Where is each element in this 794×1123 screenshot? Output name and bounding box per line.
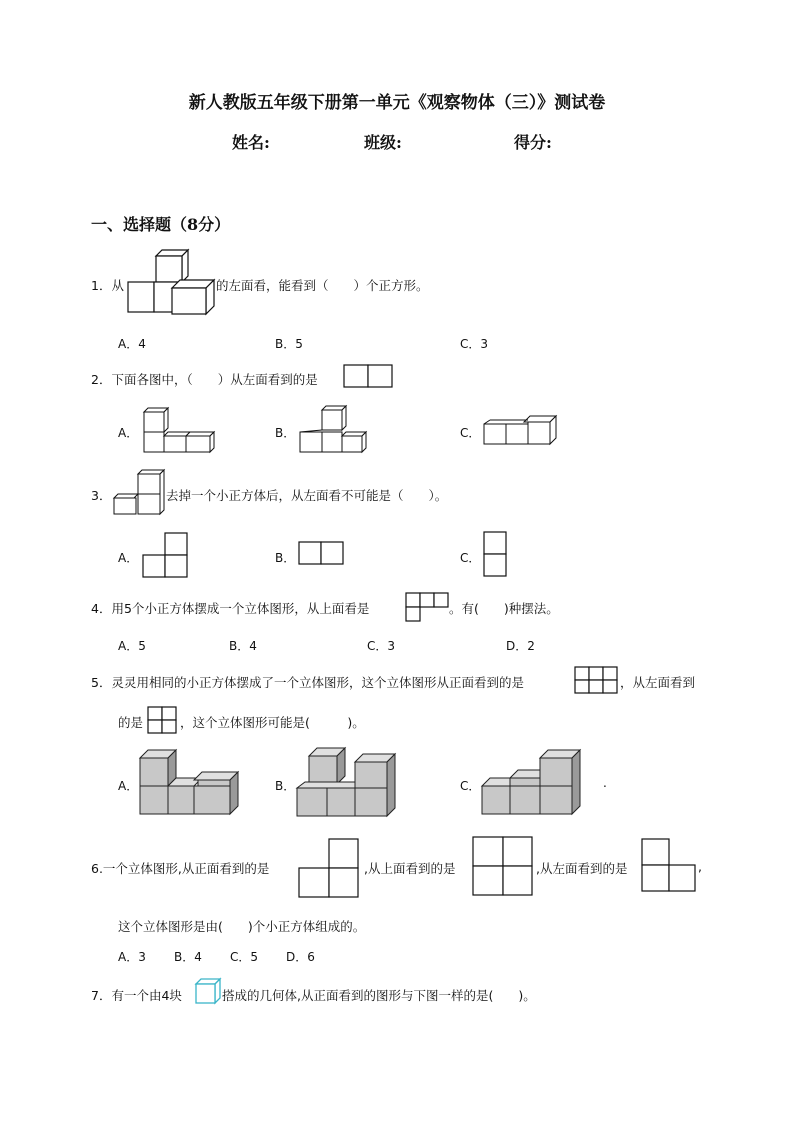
q4-prefix: 4．用5个小正方体摆成一个立体图形，从上面看是: [91, 601, 370, 616]
q6-option-a[interactable]: A．3: [118, 950, 146, 964]
q1-option-a[interactable]: A．4: [118, 337, 146, 351]
q2-target-view: [343, 364, 393, 388]
q3-option-a-figure: [142, 532, 188, 578]
class-label: 班级:: [364, 133, 402, 152]
q3-suffix: 去掉一个小正方体后，从左面看不可能是（ ）。: [166, 488, 448, 503]
q4-top-view: [405, 592, 449, 622]
q1-suffix: 的左面看，能看到（ ）个正方形。: [216, 278, 429, 293]
q6-line2: 这个立体图形是由( )个小正方体组成的。: [118, 919, 366, 934]
name-label: 姓名:: [232, 133, 270, 152]
q6-part3: ,从左面看到的是: [536, 861, 628, 876]
q6-option-b[interactable]: B．4: [174, 950, 202, 964]
q6-top-view: [472, 836, 534, 896]
q6-part1: 6.一个立体图形,从正面看到的是: [91, 861, 270, 876]
q3-option-a[interactable]: A．: [118, 551, 139, 565]
q6-option-c[interactable]: C．5: [230, 950, 259, 964]
q4-option-a[interactable]: A．5: [118, 639, 146, 653]
q1-option-b[interactable]: B．5: [275, 337, 303, 351]
q5-option-b-figure: [295, 746, 399, 818]
q2-option-c[interactable]: C．: [460, 426, 481, 440]
q6-option-d[interactable]: D．6: [286, 950, 315, 964]
q2-prefix: 2．下面各图中，（ ）从左面看到的是: [91, 372, 318, 387]
q4-option-d[interactable]: D．2: [506, 639, 535, 653]
q1-prefix: 1．从: [91, 278, 124, 293]
q6-front-view: [298, 838, 360, 898]
q5-option-a-figure: [138, 748, 242, 816]
q3-option-c-figure: [483, 531, 507, 577]
page-title: 新人教版五年级下册第一单元《观察物体（三）》测试卷: [188, 93, 606, 113]
q3-prefix: 3．: [91, 488, 112, 503]
q3-option-c[interactable]: C．: [460, 551, 481, 565]
q2-option-b[interactable]: B．: [275, 426, 296, 440]
section-choice-title: 一、选择题（8分）: [91, 215, 231, 234]
q3-cube-figure: [112, 468, 168, 516]
q5-left-view: [147, 706, 177, 734]
score-label: 得分:: [514, 133, 552, 152]
q2-option-c-figure: [482, 416, 560, 448]
q5-line2-suffix: ，这个立体图形可能是( )。: [180, 715, 365, 730]
q5-option-b[interactable]: B．: [275, 779, 296, 793]
q2-option-a[interactable]: A．: [118, 426, 139, 440]
q4-option-b[interactable]: B．4: [229, 639, 257, 653]
q5-line1-suffix: ，从左面看到: [620, 675, 696, 690]
q6-left-view: [641, 838, 697, 892]
q2-option-b-figure: [298, 406, 368, 454]
q5-line1-prefix: 5．灵灵用相同的小正方体摆成了一个立体图形，这个立体图形从正面看到的是: [91, 675, 524, 690]
q4-option-c[interactable]: C．3: [367, 639, 396, 653]
q5-front-view: [574, 666, 618, 694]
q6-part2: ,从上面看到的是: [364, 861, 456, 876]
q3-option-b-figure: [298, 541, 344, 565]
q3-option-b[interactable]: B．: [275, 551, 296, 565]
cube-icon: [195, 978, 221, 1004]
q5-option-c-figure: [480, 748, 584, 818]
q2-option-a-figure: [142, 406, 216, 454]
q7-prefix: 7．有一个由4块: [91, 988, 182, 1003]
q1-option-c[interactable]: C．3: [460, 337, 489, 351]
q6-part4: ,: [698, 859, 702, 874]
q5-line2-prefix: 的是: [118, 715, 144, 730]
q5-option-c[interactable]: C．: [460, 779, 481, 793]
q7-suffix: 搭成的几何体,从正面看到的图形与下图一样的是( )。: [222, 988, 536, 1003]
q5-period: .: [603, 776, 607, 790]
q4-suffix: 。有( )种摆法。: [449, 601, 559, 616]
q5-option-a[interactable]: A．: [118, 779, 139, 793]
q1-cube-figure: [126, 250, 218, 316]
